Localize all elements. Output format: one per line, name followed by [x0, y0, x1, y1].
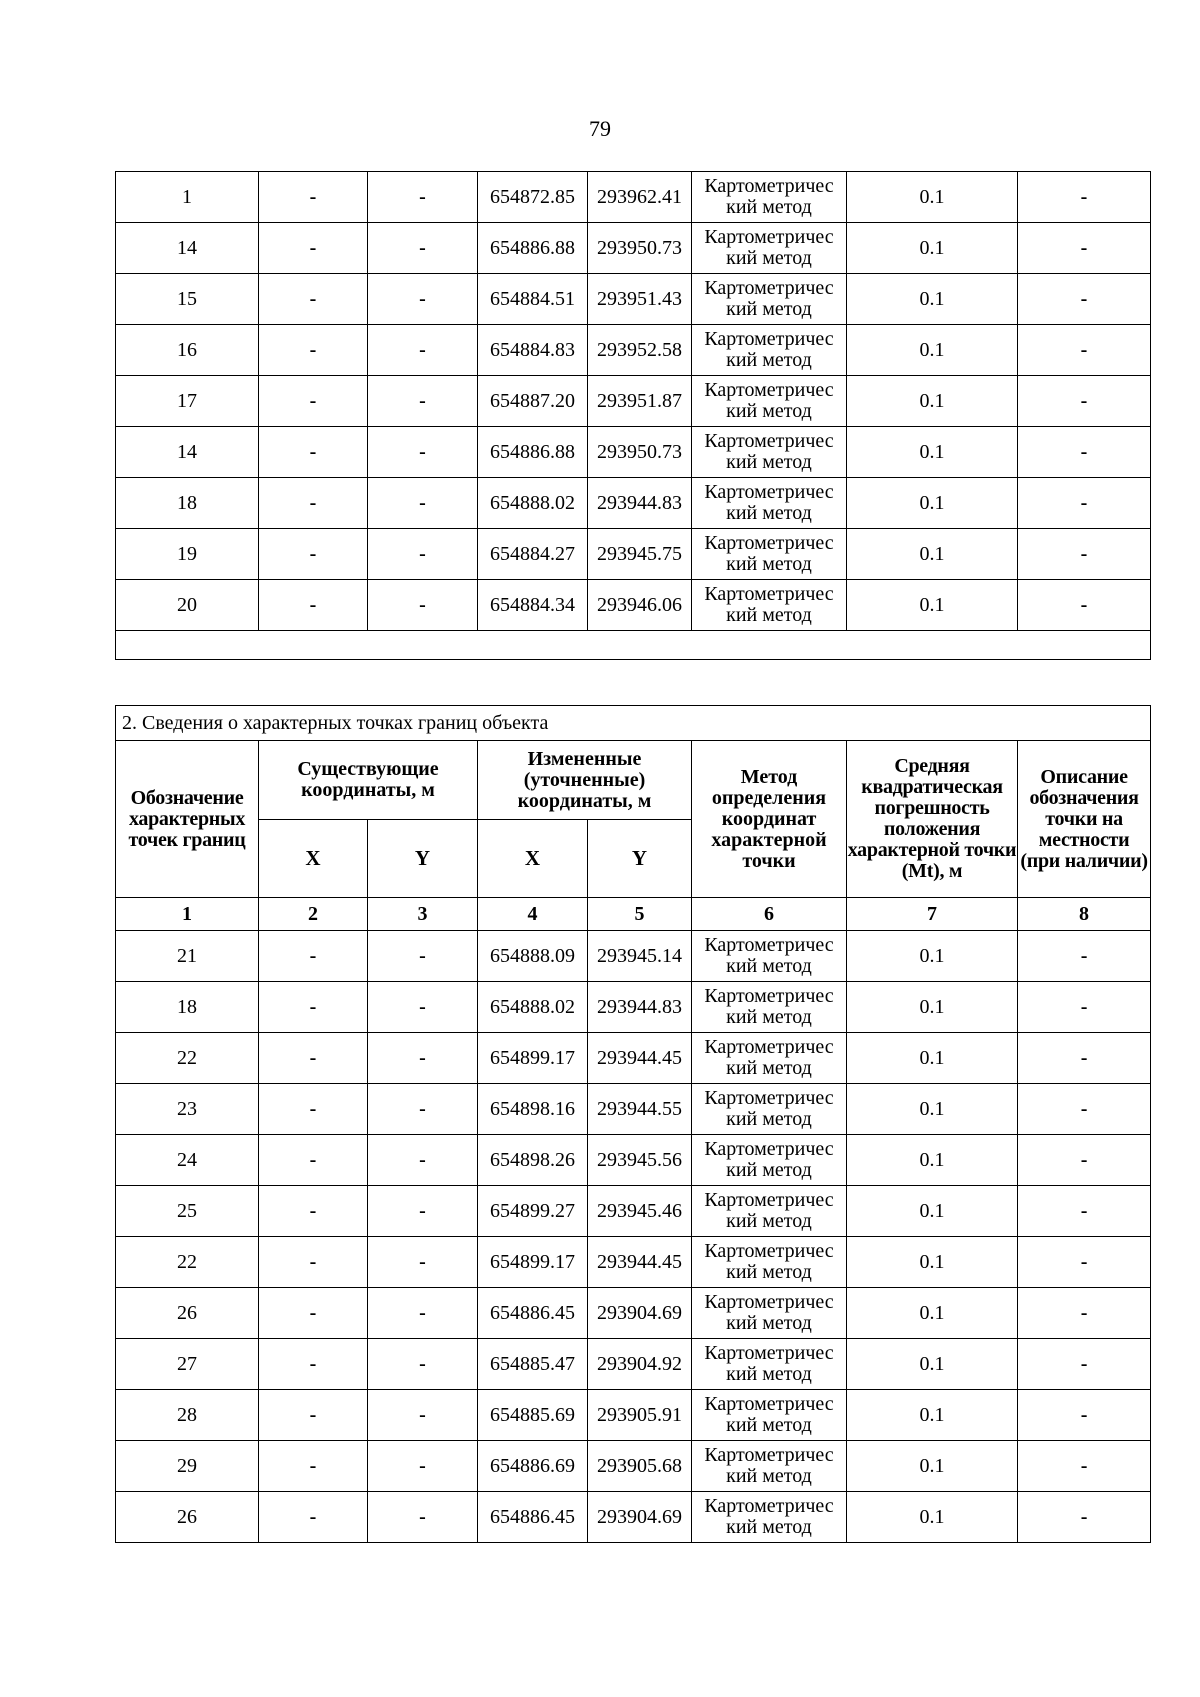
existing-x-cell: -	[259, 478, 368, 529]
coordinates-table-continued	[115, 171, 1151, 660]
existing-x-cell: -	[259, 580, 368, 631]
existing-y-cell: -	[368, 1135, 478, 1186]
point-id-cell: 14	[116, 427, 259, 478]
point-id-cell: 18	[116, 982, 259, 1033]
method-cell: Картометричес кий метод	[692, 982, 847, 1033]
error-cell: 0.1	[847, 1033, 1018, 1084]
error-cell: 0.1	[847, 1339, 1018, 1390]
changed-y-cell: 293944.45	[588, 1033, 692, 1084]
table-row	[116, 1288, 1151, 1339]
changed-y-cell: 293950.73	[588, 223, 692, 274]
empty-cell	[116, 631, 1151, 660]
error-cell: 0.1	[847, 1135, 1018, 1186]
existing-y-cell: -	[368, 1033, 478, 1084]
error-cell: 0.1	[847, 982, 1018, 1033]
table-row	[116, 580, 1151, 631]
existing-y-cell: -	[368, 1186, 478, 1237]
table-row	[116, 1186, 1151, 1237]
changed-y-cell: 293944.83	[588, 478, 692, 529]
changed-x-cell: 654898.16	[478, 1084, 588, 1135]
existing-y-cell: -	[368, 478, 478, 529]
existing-y-cell: -	[368, 274, 478, 325]
column-number: 2	[259, 898, 368, 931]
column-number: 7	[847, 898, 1018, 931]
error-cell: 0.1	[847, 1441, 1018, 1492]
header-existing-y: Y	[368, 820, 478, 898]
column-number: 4	[478, 898, 588, 931]
point-id-cell: 20	[116, 580, 259, 631]
point-id-cell: 16	[116, 325, 259, 376]
table-row	[116, 1237, 1151, 1288]
existing-y-cell: -	[368, 1390, 478, 1441]
existing-y-cell: -	[368, 1441, 478, 1492]
existing-x-cell: -	[259, 931, 368, 982]
point-id-cell: 26	[116, 1288, 259, 1339]
error-cell: 0.1	[847, 478, 1018, 529]
changed-x-cell: 654888.02	[478, 982, 588, 1033]
description-cell: -	[1018, 325, 1151, 376]
changed-x-cell: 654884.27	[478, 529, 588, 580]
error-cell: 0.1	[847, 1492, 1018, 1543]
error-cell: 0.1	[847, 580, 1018, 631]
header-changed-x: X	[478, 820, 588, 898]
table-row	[116, 1135, 1151, 1186]
method-cell: Картометричес кий метод	[692, 1441, 847, 1492]
method-cell: Картометричес кий метод	[692, 529, 847, 580]
description-cell: -	[1018, 1390, 1151, 1441]
error-cell: 0.1	[847, 325, 1018, 376]
changed-y-cell: 293946.06	[588, 580, 692, 631]
existing-x-cell: -	[259, 1033, 368, 1084]
existing-x-cell: -	[259, 172, 368, 223]
description-cell: -	[1018, 1339, 1151, 1390]
error-cell: 0.1	[847, 376, 1018, 427]
method-cell: Картометричес кий метод	[692, 1390, 847, 1441]
changed-y-cell: 293945.56	[588, 1135, 692, 1186]
method-cell: Картометричес кий метод	[692, 1339, 847, 1390]
method-cell: Картометричес кий метод	[692, 1186, 847, 1237]
method-cell: Картометричес кий метод	[692, 931, 847, 982]
existing-x-cell: -	[259, 982, 368, 1033]
existing-x-cell: -	[259, 1135, 368, 1186]
error-cell: 0.1	[847, 427, 1018, 478]
changed-y-cell: 293962.41	[588, 172, 692, 223]
existing-x-cell: -	[259, 1441, 368, 1492]
page-number: 79	[589, 116, 611, 141]
existing-y-cell: -	[368, 1288, 478, 1339]
changed-x-cell: 654899.17	[478, 1237, 588, 1288]
changed-x-cell: 654872.85	[478, 172, 588, 223]
table-row	[116, 223, 1151, 274]
changed-y-cell: 293951.87	[588, 376, 692, 427]
changed-x-cell: 654899.27	[478, 1186, 588, 1237]
changed-y-cell: 293944.45	[588, 1237, 692, 1288]
changed-x-cell: 654887.20	[478, 376, 588, 427]
error-cell: 0.1	[847, 1390, 1018, 1441]
error-cell: 0.1	[847, 1186, 1018, 1237]
changed-x-cell: 654886.45	[478, 1288, 588, 1339]
changed-y-cell: 293951.43	[588, 274, 692, 325]
changed-y-cell: 293952.58	[588, 325, 692, 376]
error-cell: 0.1	[847, 529, 1018, 580]
table-row	[116, 172, 1151, 223]
header-changed-coordinates: Измененные (уточненные) координаты, м	[478, 741, 692, 820]
error-cell: 0.1	[847, 1237, 1018, 1288]
existing-x-cell: -	[259, 427, 368, 478]
table-row	[116, 1492, 1151, 1543]
existing-x-cell: -	[259, 1339, 368, 1390]
table-row	[116, 376, 1151, 427]
method-cell: Картометричес кий метод	[692, 376, 847, 427]
point-id-cell: 22	[116, 1033, 259, 1084]
description-cell: -	[1018, 1033, 1151, 1084]
changed-y-cell: 293905.68	[588, 1441, 692, 1492]
header-changed-y: Y	[588, 820, 692, 898]
point-id-cell: 21	[116, 931, 259, 982]
point-id-cell: 18	[116, 478, 259, 529]
table-row	[116, 1390, 1151, 1441]
point-id-cell: 22	[116, 1237, 259, 1288]
point-id-cell: 23	[116, 1084, 259, 1135]
point-id-cell: 26	[116, 1492, 259, 1543]
existing-x-cell: -	[259, 1084, 368, 1135]
changed-y-cell: 293945.46	[588, 1186, 692, 1237]
existing-x-cell: -	[259, 376, 368, 427]
existing-y-cell: -	[368, 1492, 478, 1543]
empty-row	[116, 631, 1151, 660]
changed-y-cell: 293944.55	[588, 1084, 692, 1135]
description-cell: -	[1018, 274, 1151, 325]
description-cell: -	[1018, 1186, 1151, 1237]
existing-x-cell: -	[259, 325, 368, 376]
changed-x-cell: 654886.69	[478, 1441, 588, 1492]
changed-y-cell: 293950.73	[588, 427, 692, 478]
method-cell: Картометричес кий метод	[692, 1033, 847, 1084]
description-cell: -	[1018, 982, 1151, 1033]
header-existing-coordinates: Существующие координаты, м	[259, 741, 478, 820]
point-id-cell: 24	[116, 1135, 259, 1186]
description-cell: -	[1018, 931, 1151, 982]
column-number: 8	[1018, 898, 1151, 931]
existing-x-cell: -	[259, 1390, 368, 1441]
changed-x-cell: 654885.47	[478, 1339, 588, 1390]
column-number: 5	[588, 898, 692, 931]
point-id-cell: 28	[116, 1390, 259, 1441]
column-number: 1	[116, 898, 259, 931]
changed-x-cell: 654884.51	[478, 274, 588, 325]
existing-y-cell: -	[368, 325, 478, 376]
method-cell: Картометричес кий метод	[692, 1084, 847, 1135]
description-cell: -	[1018, 427, 1151, 478]
method-cell: Картометричес кий метод	[692, 580, 847, 631]
table-row	[116, 1084, 1151, 1135]
changed-x-cell: 654888.09	[478, 931, 588, 982]
method-cell: Картометричес кий метод	[692, 1135, 847, 1186]
method-cell: Картометричес кий метод	[692, 223, 847, 274]
column-number: 3	[368, 898, 478, 931]
point-id-cell: 25	[116, 1186, 259, 1237]
table-row	[116, 325, 1151, 376]
existing-y-cell: -	[368, 1237, 478, 1288]
header-method: Метод определения координат характерной точки	[692, 741, 847, 898]
existing-y-cell: -	[368, 376, 478, 427]
method-cell: Картометричес кий метод	[692, 1288, 847, 1339]
existing-x-cell: -	[259, 529, 368, 580]
point-id-cell: 17	[116, 376, 259, 427]
method-cell: Картометричес кий метод	[692, 478, 847, 529]
existing-y-cell: -	[368, 982, 478, 1033]
description-cell: -	[1018, 1441, 1151, 1492]
changed-y-cell: 293945.75	[588, 529, 692, 580]
column-number: 6	[692, 898, 847, 931]
existing-y-cell: -	[368, 223, 478, 274]
error-cell: 0.1	[847, 1084, 1018, 1135]
description-cell: -	[1018, 478, 1151, 529]
description-cell: -	[1018, 172, 1151, 223]
existing-x-cell: -	[259, 1186, 368, 1237]
method-cell: Картометричес кий метод	[692, 1237, 847, 1288]
changed-y-cell: 293944.83	[588, 982, 692, 1033]
existing-y-cell: -	[368, 1084, 478, 1135]
changed-x-cell: 654886.88	[478, 427, 588, 478]
existing-x-cell: -	[259, 223, 368, 274]
point-id-cell: 29	[116, 1441, 259, 1492]
header-designation: Обозначение характерных точек границ	[116, 741, 259, 898]
existing-y-cell: -	[368, 172, 478, 223]
changed-x-cell: 654898.26	[478, 1135, 588, 1186]
table-row	[116, 529, 1151, 580]
table-row	[116, 478, 1151, 529]
point-id-cell: 14	[116, 223, 259, 274]
point-id-cell: 27	[116, 1339, 259, 1390]
existing-y-cell: -	[368, 580, 478, 631]
table-row	[116, 427, 1151, 478]
method-cell: Картометричес кий метод	[692, 172, 847, 223]
changed-y-cell: 293945.14	[588, 931, 692, 982]
method-cell: Картометричес кий метод	[692, 1492, 847, 1543]
table-row	[116, 982, 1151, 1033]
description-cell: -	[1018, 580, 1151, 631]
changed-x-cell: 654899.17	[478, 1033, 588, 1084]
table-row	[116, 1033, 1151, 1084]
table-row	[116, 1339, 1151, 1390]
changed-x-cell: 654888.02	[478, 478, 588, 529]
description-cell: -	[1018, 1237, 1151, 1288]
point-id-cell: 19	[116, 529, 259, 580]
existing-y-cell: -	[368, 427, 478, 478]
error-cell: 0.1	[847, 931, 1018, 982]
table-2-body	[116, 931, 1151, 1543]
description-cell: -	[1018, 1288, 1151, 1339]
header-point-description: Описание обозначения точки на местности (при наличии)	[1018, 741, 1151, 898]
existing-x-cell: -	[259, 1288, 368, 1339]
existing-y-cell: -	[368, 931, 478, 982]
error-cell: 0.1	[847, 274, 1018, 325]
error-cell: 0.1	[847, 223, 1018, 274]
existing-x-cell: -	[259, 1492, 368, 1543]
description-cell: -	[1018, 1135, 1151, 1186]
changed-x-cell: 654886.45	[478, 1492, 588, 1543]
error-cell: 0.1	[847, 172, 1018, 223]
existing-y-cell: -	[368, 1339, 478, 1390]
method-cell: Картометричес кий метод	[692, 427, 847, 478]
changed-x-cell: 654885.69	[478, 1390, 588, 1441]
method-cell: Картометричес кий метод	[692, 274, 847, 325]
existing-x-cell: -	[259, 274, 368, 325]
error-cell: 0.1	[847, 1288, 1018, 1339]
changed-x-cell: 654886.88	[478, 223, 588, 274]
changed-y-cell: 293904.69	[588, 1288, 692, 1339]
changed-y-cell: 293904.69	[588, 1492, 692, 1543]
description-cell: -	[1018, 376, 1151, 427]
changed-x-cell: 654884.83	[478, 325, 588, 376]
point-id-cell: 1	[116, 172, 259, 223]
boundary-points-table	[115, 705, 1151, 1543]
existing-y-cell: -	[368, 529, 478, 580]
table-row	[116, 931, 1151, 982]
description-cell: -	[1018, 1492, 1151, 1543]
description-cell: -	[1018, 1084, 1151, 1135]
table-row	[116, 274, 1151, 325]
method-cell: Картометричес кий метод	[692, 325, 847, 376]
point-id-cell: 15	[116, 274, 259, 325]
changed-x-cell: 654884.34	[478, 580, 588, 631]
changed-y-cell: 293905.91	[588, 1390, 692, 1441]
description-cell: -	[1018, 223, 1151, 274]
table-caption: 2. Сведения о характерных точках границ объекта	[116, 706, 1151, 741]
table-1-body	[116, 172, 1151, 660]
description-cell: -	[1018, 529, 1151, 580]
header-mean-square-error: Средняя квадратическая погрешность положения характерной точки (Mt), м	[847, 741, 1018, 898]
table-row	[116, 1441, 1151, 1492]
header-existing-x: X	[259, 820, 368, 898]
existing-x-cell: -	[259, 1237, 368, 1288]
changed-y-cell: 293904.92	[588, 1339, 692, 1390]
